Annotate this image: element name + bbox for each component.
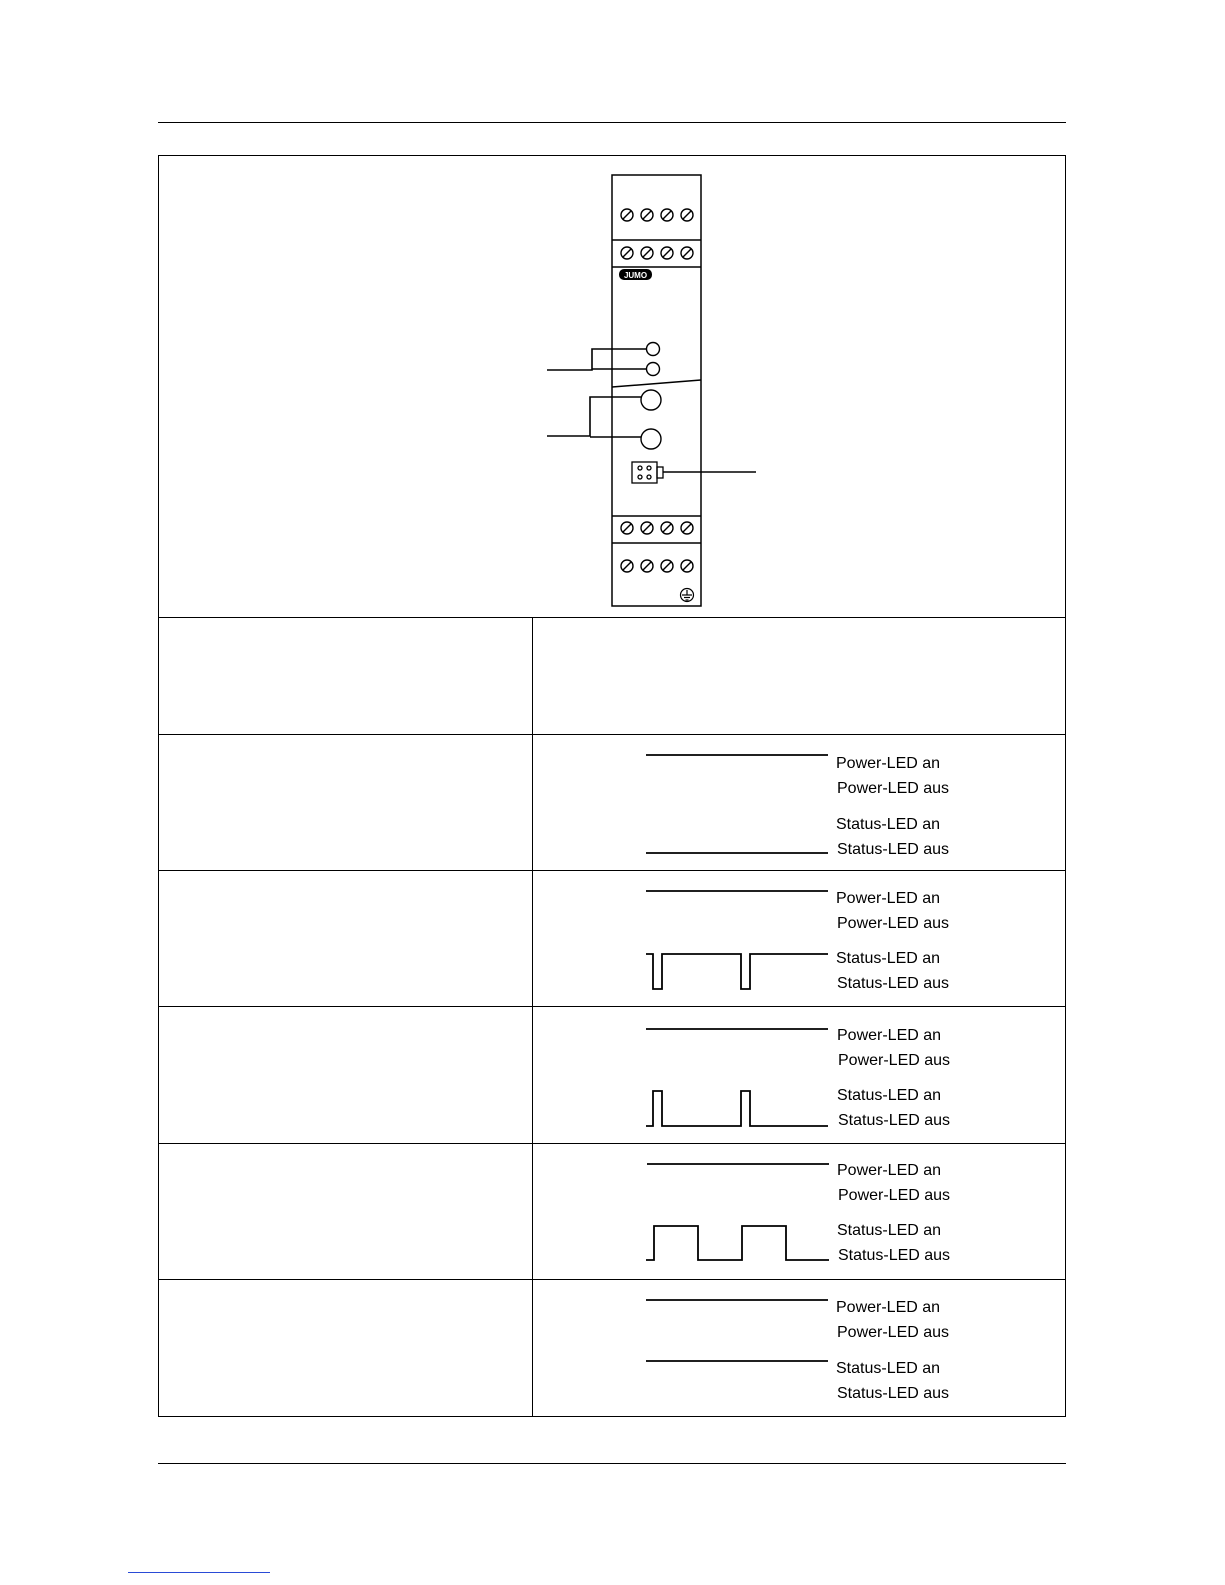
status-led-on-label: Status-LED an	[836, 816, 941, 833]
status-led-off-label: Status-LED aus	[837, 841, 950, 858]
led-waveform	[640, 880, 840, 990]
table-divider	[158, 1279, 1066, 1280]
led-waveform	[640, 1153, 840, 1263]
button-leader-line	[547, 397, 641, 436]
status-led-icon	[647, 363, 660, 376]
status-led-on-label: Status-LED an	[837, 1087, 942, 1104]
led-leader-line	[547, 349, 646, 370]
power-led-on-label: Power-LED an	[836, 755, 941, 772]
screw-terminals-bottom	[621, 522, 693, 572]
table-divider	[158, 734, 1066, 735]
status-led-trace	[646, 1226, 829, 1260]
button-lower-icon	[641, 429, 661, 449]
jumo-logo	[619, 269, 652, 280]
button-upper-icon	[641, 390, 661, 410]
power-led-off-label: Power-LED aus	[837, 1324, 950, 1341]
power-led-icon	[647, 343, 660, 356]
table-divider	[158, 1143, 1066, 1144]
led-waveform	[640, 1290, 840, 1400]
table-divider	[158, 870, 1066, 871]
status-led-off-label: Status-LED aus	[837, 975, 950, 992]
column-divider	[532, 617, 533, 1417]
power-led-off-label: Power-LED aus	[837, 915, 950, 932]
led-waveform	[640, 745, 840, 855]
status-led-on-label: Status-LED an	[836, 950, 941, 967]
jumo-logo-text: JUMO	[623, 271, 648, 280]
power-led-on-label: Power-LED an	[837, 1162, 942, 1179]
status-led-on-label: Status-LED an	[837, 1222, 942, 1239]
status-led-off-label: Status-LED aus	[838, 1112, 951, 1129]
front-panel-seam	[612, 380, 701, 387]
power-led-off-label: Power-LED aus	[838, 1187, 951, 1204]
table-divider	[158, 1006, 1066, 1007]
status-led-trace	[646, 1091, 828, 1126]
power-led-off-label: Power-LED aus	[837, 780, 950, 797]
power-led-off-label: Power-LED aus	[838, 1052, 951, 1069]
status-led-off-label: Status-LED aus	[838, 1247, 951, 1264]
device-front-view	[0, 0, 1225, 620]
status-led-off-label: Status-LED aus	[837, 1385, 950, 1402]
hyperlink-underline[interactable]	[128, 1572, 270, 1573]
setup-interface-connector-icon	[632, 462, 663, 483]
status-led-trace	[646, 954, 828, 989]
footer-rule	[158, 1463, 1066, 1464]
power-led-on-label: Power-LED an	[836, 1299, 941, 1316]
status-led-on-label: Status-LED an	[836, 1360, 941, 1377]
ground-icon	[681, 589, 694, 602]
screw-terminals-top	[621, 209, 693, 259]
power-led-on-label: Power-LED an	[836, 890, 941, 907]
power-led-on-label: Power-LED an	[837, 1027, 942, 1044]
led-waveform	[640, 1016, 840, 1126]
